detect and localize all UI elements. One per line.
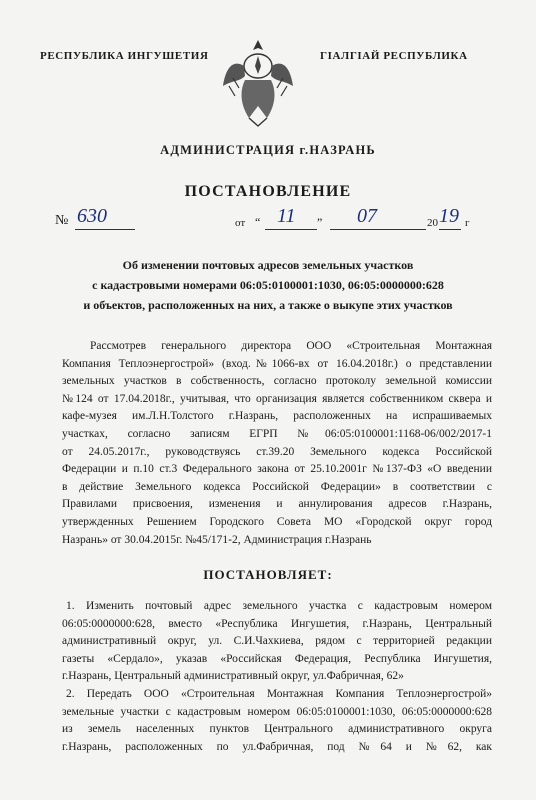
document-number: 630 bbox=[77, 205, 107, 227]
body-line: Рассмотрев генерального директора ООО «Строительная Монтажная bbox=[90, 340, 492, 352]
date-ot: от bbox=[235, 217, 246, 229]
date-month: 07 bbox=[357, 205, 377, 227]
item-line: из земель населенных пунктов Центрального административного округа bbox=[62, 723, 492, 736]
item-line: 06:05:0000000:628, вместо «Республика Ингушетия, г.Назрань, Центральный bbox=[62, 617, 492, 630]
body-line: участках, согласно записям ЕГРП №06:05:0100001:1168-06/002/2017-1 bbox=[62, 427, 492, 440]
body-line: Правилами присвоения, изменения и аннулирования адресов г.Назрань, bbox=[62, 498, 492, 511]
header-republic-ing: ГIАЛГIАЙ РЕСПУБЛИКА bbox=[320, 50, 468, 62]
date-year-prefix: 20 bbox=[427, 217, 438, 229]
preamble-paragraph bbox=[62, 338, 492, 549]
administration-name: АДМИНИСТРАЦИЯ г.НАЗРАНЬ bbox=[160, 143, 376, 157]
date-quote-open: “ bbox=[255, 215, 261, 229]
subject-line: Об изменении почтовых адресов земельных участков bbox=[122, 258, 414, 272]
item-line: 2. Передать ООО «Строительная Монтажная Компания Теплоэнергострой» bbox=[66, 687, 492, 700]
subject-line: с кадастровыми номерами 06:05:0100001:1030, 06:05:0000000:628 bbox=[92, 278, 444, 292]
item-line: газеты «Сердало», указав «Российская Федерация, Республика Ингушетия, bbox=[62, 652, 492, 665]
date-year: 19 bbox=[439, 205, 459, 227]
body-line: от 24.05.2017г., руководствуясь ст.39.20 Земельного кодекса Российской bbox=[62, 445, 492, 458]
item-line: земельные участки с кадастровым номером 06:05:0100001:1030, 06:05:0000000:628 bbox=[62, 705, 492, 718]
body-line: Назрань» от 30.04.2015г. №45/171-2, Администрация г.Назрань bbox=[62, 533, 372, 546]
body-line: в действие Земельного кодекса Российской Федерации» в соответствии с bbox=[62, 480, 492, 493]
resolution-items bbox=[62, 598, 492, 756]
item-line: административный округ, ул. С.И.Чахкиева, рядом с территорией редакции bbox=[62, 635, 492, 648]
document-subject bbox=[30, 255, 506, 315]
subject-line: и объектов, расположенных на них, а также о выкупе этих участков bbox=[83, 298, 453, 312]
coat-of-arms-icon bbox=[219, 36, 297, 128]
date-quote-close: ” bbox=[317, 215, 323, 229]
item-line: 1. Изменить почтовый адрес земельного участка с кадастровым номером bbox=[66, 600, 492, 612]
date-suffix: г bbox=[465, 217, 470, 229]
number-date-row bbox=[55, 205, 475, 235]
number-prefix: № bbox=[55, 213, 69, 228]
date-day-line bbox=[265, 229, 317, 230]
document-title: ПОСТАНОВЛЕНИЕ bbox=[184, 183, 352, 200]
body-line: утвержденных Решением Городского Совета МО «Городской округ город bbox=[62, 515, 492, 528]
item-line: г.Назрань, Центральный административный округ, ул.Фабричная, 62» bbox=[62, 670, 404, 683]
item-line: г.Назрань, расположенных по ул.Фабричная, под №64 и №62, как bbox=[62, 740, 492, 753]
date-year-line bbox=[439, 229, 461, 230]
body-line: Федерации и п.10 ст.3 Федерального закона от 25.10.2001г №137-ФЗ «О введении bbox=[62, 463, 492, 476]
number-line bbox=[75, 229, 135, 230]
body-line: земельных участков в собственность, согласно протоколу земельной комиссии bbox=[62, 375, 492, 388]
date-month-line bbox=[330, 229, 426, 230]
date-day: 11 bbox=[277, 205, 296, 227]
body-line: №124 от 17.04.2018г., учитывая, что организация является собственником сквера и bbox=[62, 392, 492, 405]
resolves-heading: ПОСТАНОВЛЯЕТ: bbox=[203, 567, 333, 582]
header-republic-ru: РЕСПУБЛИКА ИНГУШЕТИЯ bbox=[40, 50, 209, 62]
body-line: Компания Теплоэнергострой» (вход.№1066-вх от 16.04.2018г.) о представлении bbox=[62, 357, 492, 370]
body-line: кафе-музея им.Л.Н.Толстого г.Назрань, расположенных на испрашиваемых bbox=[62, 410, 492, 423]
